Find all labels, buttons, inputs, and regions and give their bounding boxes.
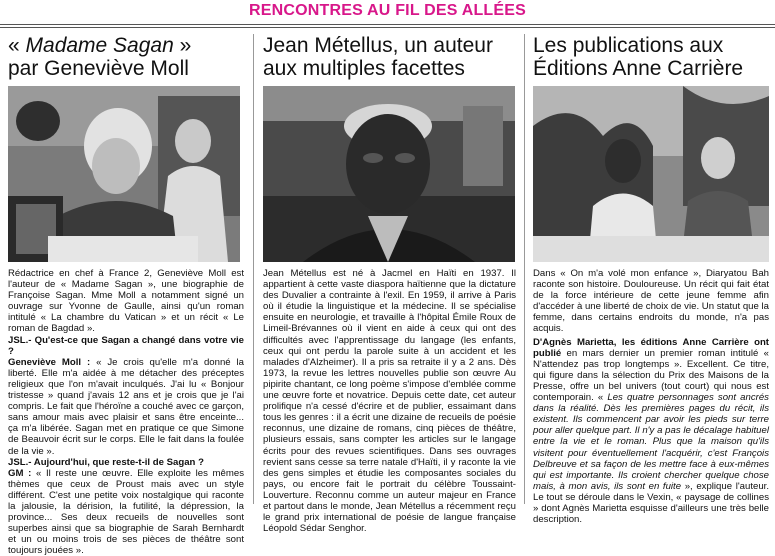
paragraph: Dans « On m'a volé mon enfance », Diaryatou Bah raconte son histoire. Douloureuse. Un récit qui fait état de la force intérieure de cette jeune femme afin d'accéder à une liberté de choix de vie. Un statut que la femme, dans certains endroits du monde, n'a pas acquis. — [533, 268, 769, 335]
question: JSL.- Aujourd'hui, que reste-t-il de Sagan ? — [8, 456, 204, 468]
speaker: GM : — [8, 467, 32, 479]
headline — [263, 34, 518, 80]
article-anne-carriere — [533, 34, 771, 80]
headline-quote: « — [8, 34, 26, 57]
photo-image — [263, 86, 515, 262]
article-body — [533, 268, 769, 525]
headline-line: aux multiples facettes — [263, 57, 465, 80]
photo-image — [8, 86, 240, 262]
headline-line: Les publications aux — [533, 34, 724, 57]
paragraph — [533, 337, 769, 526]
top-rule — [0, 24, 775, 25]
quote-text: Les quatre personnages sont ancrés dans la réalité. Dès les premières pages du récit, ils existent. Ils commencent par avoir les pieds sur terre pour aller quelque part. Il n'y a pas le décalage habituel entre la vie et le roman. Plus que la maison qu'ils visitent pour éventuellement l'acquérir, c'est François Delbreuve et sa façon de les mettre face à eux-mêmes qui est importante. Ils croient chercher quelque chose mais, à mon avis, ils sont en fuite — [533, 392, 769, 492]
photo-authors — [533, 86, 769, 262]
article-jean-metellus — [263, 34, 518, 80]
headline — [8, 34, 246, 80]
headline-quote: » — [173, 34, 192, 57]
headline-title: Madame Sagan — [25, 34, 174, 57]
headline — [533, 34, 771, 80]
headline-line: Jean Métellus, un auteur — [263, 34, 493, 57]
paragraph-text: en mars dernier un premier roman intitulé « N'attendez pas trop longtemps ». Excellent. Ce titre, qui figure dans la sélection du Prix des Maisons de la Presse, offre un bel univers (tout court) qui nous est contemporain. « — [533, 347, 769, 404]
paragraph: Jean Métellus est né à Jacmel en Haïti en 1937. Il appartient à cette vaste diaspora haïtienne que la dictature des Duvalier a contrainte à l'exil. En 1959, il arrive à Paris où il étudie la linguistique et la médecine. Il se spécialise ensuite en neurologie, et travaille à l'hôpital Émile Roux de Limeil-Brévannes où il vient en aide à ceux qui ont des difficultés avec l'apprentissage du langage (les enfants, ceux qui ont perdu la parole suite à un accident et les malades d'Alzheimer). Il a pris sa retraite il y a 2 ans. Dès 1973, la revue les lettres nouvelles publie son œuvre Au pipirite chantant, ce long poème s'impose d'emblée comme une œuvre forte et novatrice. Depuis cette date, cet auteur prolifique n'a cessé d'écrire et de publier, essaimant dans tous les genres : il a écrit une dizaine de recueils de poésie reconnus, une dizaine de romans, cinq pièces de théâtre, plusieurs essais, sans compter les articles sur le langage écrits pour des revues scientifiques. Dans ses ouvrages revient sans cesse sa terre natale d'Haïti, il y raconte la vie des gens simples et étudie les composantes sociales du pays, ou encore fait le portrait du célèbre Toussaint-Louverture. Reconnu comme un auteur majeur en France et partout dans le monde, Jean Métellus a récemment reçu le grand prix international de poésie de langue française Léopold Sédar Senghor. — [263, 268, 516, 535]
photo-genevieve-moll — [8, 86, 240, 262]
paragraph-text: », explique l'auteur. Le tout se déroule dans le Vexin, « paysage de collines » dont Agnès Marietta esquisse d'ailleurs une très belle description. — [533, 480, 769, 526]
column-divider — [524, 34, 525, 504]
paragraph: Rédactrice en chef à France 2, Geneviève Moll est l'auteur de « Madame Sagan », une biographie de Françoise Sagan. Mme Moll a notamment signé un ouvrage sur Yvonne de Gaulle, ainsi qu'un roman intitulé « La chambre du Vatican » et un récit « Le roman de Bagdad ». — [8, 268, 244, 335]
answer-text: « Il reste une œuvre. Elle exploite les mêmes thèmes que ceux de Proust mais avec un style différent. C'est une petite voix nostalgique qui raconte la jalousie, la dérision, la futilité, la dépression, la province... Ses deux recueils de nouvelles sont superbes ainsi que sa biographie de Sarah Bernhardt et un ou moins trois de ses pièces de théâtre sont toujours jouées ». — [8, 467, 244, 556]
top-rule-2 — [0, 27, 775, 28]
answer-text: « Je crois qu'elle m'a donné la liberté. Elle m'a aidée à me détacher des préceptes religieux que l'on m'avait inculqués. J'ai lu « Bonjour tristesse » quand j'avais 12 ans et je crois que je l'ai compris. Le fait que l'héroïne a couché avec ce garçon, sans amour mais avec plaisir et sans être enceinte... ça m'a libérée. Sagan met en pratique ce que Simone de Beauvoir écrit sur le corps. Elle le fait dans la foulée de la vie ». — [8, 356, 245, 457]
article-madame-sagan — [8, 34, 246, 80]
answer — [8, 357, 244, 457]
article-body — [263, 268, 516, 534]
question: JSL.- Qu'est-ce que Sagan a changé dans votre vie ? — [8, 334, 244, 357]
column-divider — [253, 34, 254, 504]
answer — [8, 468, 244, 556]
headline-line: par Geneviève Moll — [8, 57, 189, 80]
headline-line: Éditions Anne Carrière — [533, 57, 744, 80]
speaker: Geneviève Moll : — [8, 356, 91, 368]
photo-jean-metellus — [263, 86, 515, 262]
section-rubric: RENCONTRES AU FIL DES ALLÉES — [248, 2, 527, 19]
lead-in: D'Agnès Marietta, les éditions Anne Carrière ont publié — [533, 336, 769, 359]
article-body — [8, 268, 244, 556]
photo-image — [533, 86, 769, 262]
